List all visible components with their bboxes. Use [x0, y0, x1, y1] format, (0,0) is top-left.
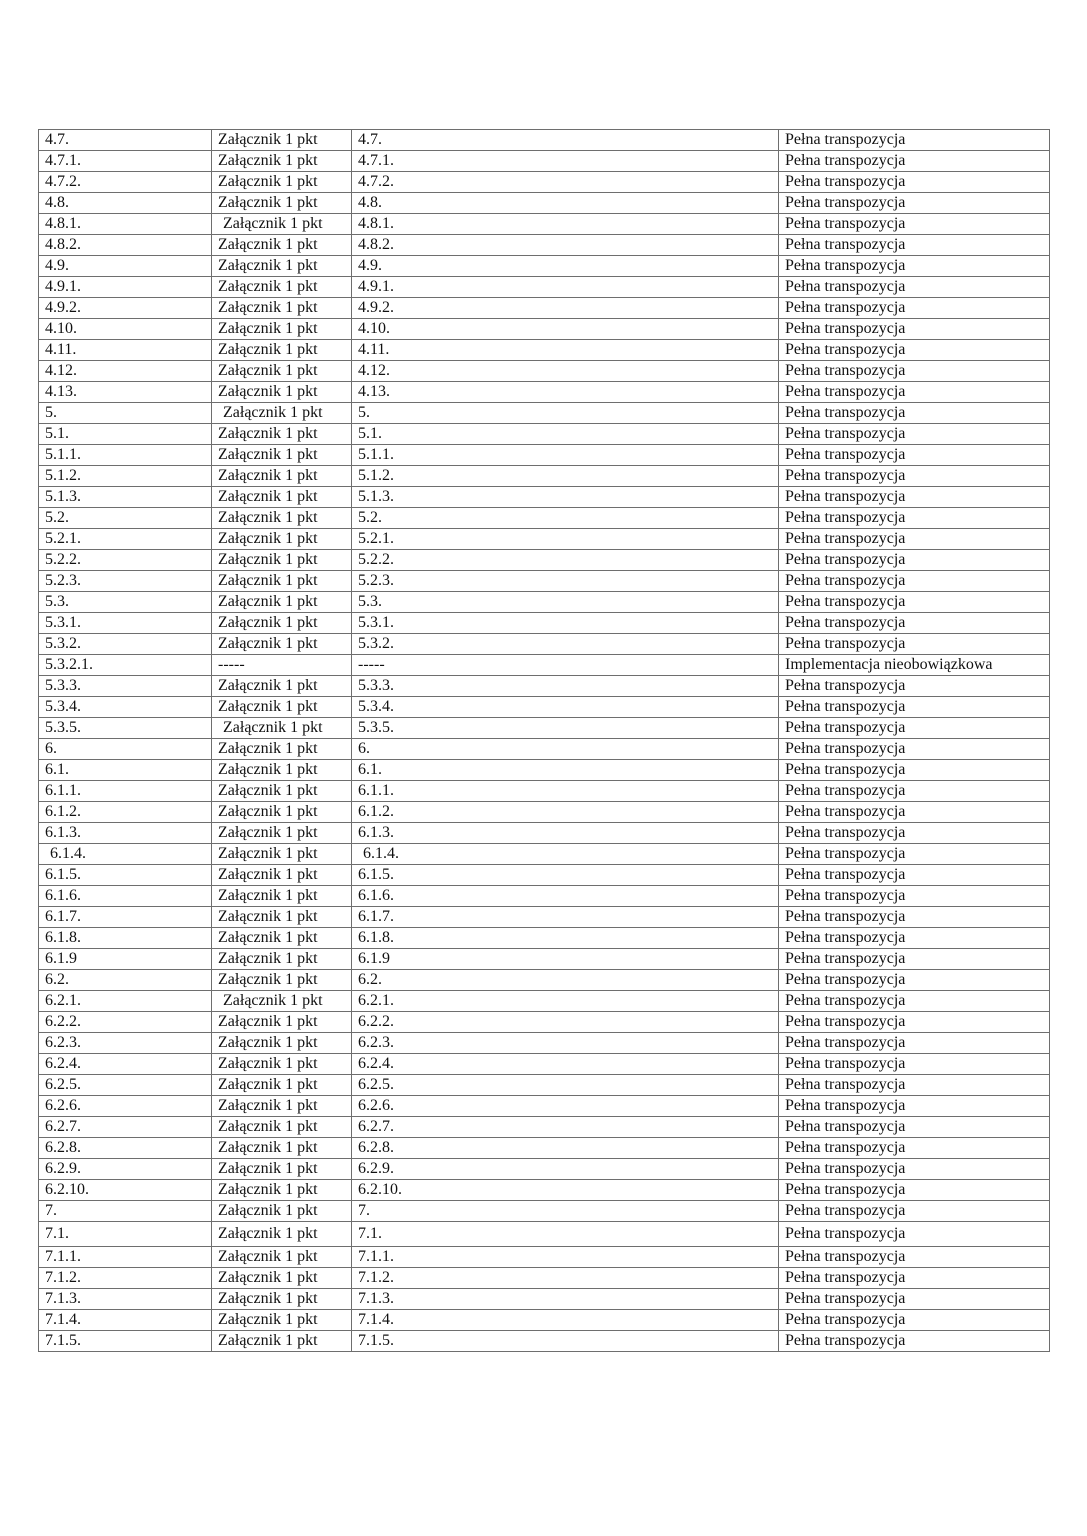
status-cell: Pełna transpozycja	[779, 949, 1050, 970]
directive-point-cell: 4.8.1.	[39, 214, 212, 235]
act-point-cell: 6.2.10.	[352, 1180, 779, 1201]
directive-point-cell: 6.2.8.	[39, 1138, 212, 1159]
table-row	[39, 130, 1050, 151]
status-cell: Pełna transpozycja	[779, 697, 1050, 718]
directive-point-cell: 6.	[39, 739, 212, 760]
table-row	[39, 1159, 1050, 1180]
act-reference-cell: Załącznik 1 pkt	[212, 1268, 352, 1289]
status-cell: Pełna transpozycja	[779, 592, 1050, 613]
act-point-cell: 6.1.8.	[352, 928, 779, 949]
status-cell: Pełna transpozycja	[779, 1268, 1050, 1289]
status-cell: Pełna transpozycja	[779, 907, 1050, 928]
table-row	[39, 466, 1050, 487]
act-point-cell: 6.1.1.	[352, 781, 779, 802]
act-point-cell: 5.1.3.	[352, 487, 779, 508]
status-cell: Pełna transpozycja	[779, 466, 1050, 487]
table-row	[39, 739, 1050, 760]
table-row	[39, 1096, 1050, 1117]
directive-point-cell: 7.1.2.	[39, 1268, 212, 1289]
table-row	[39, 1310, 1050, 1331]
act-reference-cell: Załącznik 1 pkt	[212, 466, 352, 487]
directive-point-cell: 6.2.10.	[39, 1180, 212, 1201]
act-point-cell: 6.2.9.	[352, 1159, 779, 1180]
act-point-cell: 6.1.4.	[352, 844, 779, 865]
status-cell: Pełna transpozycja	[779, 970, 1050, 991]
act-point-cell: 5.3.2.	[352, 634, 779, 655]
act-point-cell: 5.2.3.	[352, 571, 779, 592]
act-point-cell: 6.2.2.	[352, 1012, 779, 1033]
directive-point-cell: 5.3.2.1.	[39, 655, 212, 676]
table-row	[39, 172, 1050, 193]
act-reference-cell: Załącznik 1 pkt	[212, 382, 352, 403]
status-cell: Pełna transpozycja	[779, 1033, 1050, 1054]
status-cell: Implementacja nieobowiązkowa	[779, 655, 1050, 676]
status-cell: Pełna transpozycja	[779, 1117, 1050, 1138]
directive-point-cell: 6.1.6.	[39, 886, 212, 907]
act-point-cell: 5.	[352, 403, 779, 424]
act-reference-cell: Załącznik 1 pkt	[212, 697, 352, 718]
table-row	[39, 718, 1050, 739]
act-reference-cell: Załącznik 1 pkt	[212, 1222, 352, 1247]
table-body	[39, 130, 1050, 1352]
act-reference-cell: Załącznik 1 pkt	[212, 802, 352, 823]
directive-point-cell: 6.2.9.	[39, 1159, 212, 1180]
act-reference-cell: Załącznik 1 pkt	[212, 1096, 352, 1117]
act-point-cell: 4.13.	[352, 382, 779, 403]
status-cell: Pełna transpozycja	[779, 634, 1050, 655]
act-point-cell: 5.2.2.	[352, 550, 779, 571]
table-row	[39, 1289, 1050, 1310]
directive-point-cell: 4.9.2.	[39, 298, 212, 319]
act-point-cell: 6.2.3.	[352, 1033, 779, 1054]
table-row	[39, 424, 1050, 445]
act-point-cell: 7.1.2.	[352, 1268, 779, 1289]
directive-point-cell: 7.1.3.	[39, 1289, 212, 1310]
table-row	[39, 1247, 1050, 1268]
act-point-cell: 6.2.8.	[352, 1138, 779, 1159]
table-row	[39, 676, 1050, 697]
act-reference-cell: Załącznik 1 pkt	[212, 1247, 352, 1268]
act-reference-cell: Załącznik 1 pkt	[212, 823, 352, 844]
act-reference-cell: Załącznik 1 pkt	[212, 907, 352, 928]
table-row	[39, 1054, 1050, 1075]
status-cell: Pełna transpozycja	[779, 130, 1050, 151]
table-row	[39, 571, 1050, 592]
act-reference-cell: Załącznik 1 pkt	[212, 1201, 352, 1222]
directive-point-cell: 5.2.	[39, 508, 212, 529]
status-cell: Pełna transpozycja	[779, 1331, 1050, 1352]
directive-point-cell: 5.2.3.	[39, 571, 212, 592]
act-point-cell: 6.1.5.	[352, 865, 779, 886]
directive-point-cell: 6.1.4.	[39, 844, 212, 865]
table-row	[39, 1117, 1050, 1138]
directive-point-cell: 6.1.	[39, 760, 212, 781]
status-cell: Pełna transpozycja	[779, 529, 1050, 550]
status-cell: Pełna transpozycja	[779, 235, 1050, 256]
status-cell: Pełna transpozycja	[779, 361, 1050, 382]
table-row	[39, 1033, 1050, 1054]
directive-point-cell: 4.13.	[39, 382, 212, 403]
table-row	[39, 991, 1050, 1012]
status-cell: Pełna transpozycja	[779, 760, 1050, 781]
status-cell: Pełna transpozycja	[779, 382, 1050, 403]
act-reference-cell: Załącznik 1 pkt	[212, 718, 352, 739]
act-point-cell: 6.1.3.	[352, 823, 779, 844]
act-reference-cell: Załącznik 1 pkt	[212, 529, 352, 550]
status-cell: Pełna transpozycja	[779, 1289, 1050, 1310]
table-row	[39, 1012, 1050, 1033]
status-cell: Pełna transpozycja	[779, 739, 1050, 760]
directive-point-cell: 6.1.8.	[39, 928, 212, 949]
status-cell: Pełna transpozycja	[779, 823, 1050, 844]
status-cell: Pełna transpozycja	[779, 214, 1050, 235]
status-cell: Pełna transpozycja	[779, 193, 1050, 214]
act-reference-cell: Załącznik 1 pkt	[212, 130, 352, 151]
table-row	[39, 1180, 1050, 1201]
table-row	[39, 781, 1050, 802]
directive-point-cell: 5.	[39, 403, 212, 424]
status-cell: Pełna transpozycja	[779, 1310, 1050, 1331]
act-point-cell: 5.3.	[352, 592, 779, 613]
directive-point-cell: 4.12.	[39, 361, 212, 382]
status-cell: Pełna transpozycja	[779, 1012, 1050, 1033]
directive-point-cell: 7.	[39, 1201, 212, 1222]
act-reference-cell: Załącznik 1 pkt	[212, 340, 352, 361]
table-row	[39, 802, 1050, 823]
table-row	[39, 508, 1050, 529]
table-row	[39, 865, 1050, 886]
status-cell: Pełna transpozycja	[779, 1180, 1050, 1201]
act-reference-cell: Załącznik 1 pkt	[212, 571, 352, 592]
act-reference-cell: Załącznik 1 pkt	[212, 256, 352, 277]
table-row	[39, 1268, 1050, 1289]
directive-point-cell: 5.1.	[39, 424, 212, 445]
act-point-cell: 5.3.3.	[352, 676, 779, 697]
directive-point-cell: 5.3.	[39, 592, 212, 613]
status-cell: Pełna transpozycja	[779, 886, 1050, 907]
directive-point-cell: 6.1.3.	[39, 823, 212, 844]
act-reference-cell: Załącznik 1 pkt	[212, 781, 352, 802]
status-cell: Pełna transpozycja	[779, 802, 1050, 823]
table-row	[39, 760, 1050, 781]
status-cell: Pełna transpozycja	[779, 991, 1050, 1012]
act-reference-cell: Załącznik 1 pkt	[212, 1054, 352, 1075]
table-row	[39, 214, 1050, 235]
act-point-cell: 5.1.2.	[352, 466, 779, 487]
act-point-cell: 5.3.5.	[352, 718, 779, 739]
act-point-cell: 6.	[352, 739, 779, 760]
table-row	[39, 298, 1050, 319]
act-point-cell: 6.1.9	[352, 949, 779, 970]
status-cell: Pełna transpozycja	[779, 1138, 1050, 1159]
act-point-cell: 7.1.5.	[352, 1331, 779, 1352]
table-row	[39, 235, 1050, 256]
act-point-cell: 4.7.2.	[352, 172, 779, 193]
table-row	[39, 529, 1050, 550]
directive-point-cell: 4.8.2.	[39, 235, 212, 256]
act-reference-cell: Załącznik 1 pkt	[212, 970, 352, 991]
directive-point-cell: 5.3.4.	[39, 697, 212, 718]
directive-point-cell: 6.2.	[39, 970, 212, 991]
table-row	[39, 697, 1050, 718]
act-point-cell: 5.2.	[352, 508, 779, 529]
directive-point-cell: 6.1.7.	[39, 907, 212, 928]
directive-point-cell: 6.1.9	[39, 949, 212, 970]
act-reference-cell: Załącznik 1 pkt	[212, 1310, 352, 1331]
table-row	[39, 655, 1050, 676]
act-point-cell: 5.2.1.	[352, 529, 779, 550]
table-row	[39, 550, 1050, 571]
status-cell: Pełna transpozycja	[779, 928, 1050, 949]
status-cell: Pełna transpozycja	[779, 1247, 1050, 1268]
act-point-cell: 5.3.1.	[352, 613, 779, 634]
table-row	[39, 340, 1050, 361]
table-row	[39, 487, 1050, 508]
act-reference-cell: Załącznik 1 pkt	[212, 760, 352, 781]
act-reference-cell: Załącznik 1 pkt	[212, 151, 352, 172]
status-cell: Pełna transpozycja	[779, 571, 1050, 592]
directive-point-cell: 5.1.1.	[39, 445, 212, 466]
act-reference-cell: Załącznik 1 pkt	[212, 844, 352, 865]
directive-point-cell: 4.7.2.	[39, 172, 212, 193]
directive-point-cell: 5.3.3.	[39, 676, 212, 697]
status-cell: Pełna transpozycja	[779, 844, 1050, 865]
act-point-cell: 6.2.1.	[352, 991, 779, 1012]
act-reference-cell: Załącznik 1 pkt	[212, 319, 352, 340]
status-cell: Pełna transpozycja	[779, 613, 1050, 634]
directive-point-cell: 5.1.3.	[39, 487, 212, 508]
act-reference-cell: Załącznik 1 pkt	[212, 277, 352, 298]
table-row	[39, 193, 1050, 214]
act-point-cell: 6.2.5.	[352, 1075, 779, 1096]
act-reference-cell: Załącznik 1 pkt	[212, 193, 352, 214]
directive-point-cell: 6.2.4.	[39, 1054, 212, 1075]
act-reference-cell: Załącznik 1 pkt	[212, 1012, 352, 1033]
status-cell: Pełna transpozycja	[779, 508, 1050, 529]
act-reference-cell: Załącznik 1 pkt	[212, 298, 352, 319]
table-row	[39, 886, 1050, 907]
act-reference-cell: Załącznik 1 pkt	[212, 508, 352, 529]
directive-point-cell: 6.1.2.	[39, 802, 212, 823]
table-row	[39, 634, 1050, 655]
act-point-cell: 4.8.	[352, 193, 779, 214]
act-point-cell: 6.2.7.	[352, 1117, 779, 1138]
table-row	[39, 949, 1050, 970]
act-reference-cell: Załącznik 1 pkt	[212, 865, 352, 886]
act-point-cell: 5.3.4.	[352, 697, 779, 718]
act-reference-cell: Załącznik 1 pkt	[212, 613, 352, 634]
table-row	[39, 1222, 1050, 1247]
directive-point-cell: 5.2.2.	[39, 550, 212, 571]
table-row	[39, 382, 1050, 403]
act-reference-cell: Załącznik 1 pkt	[212, 1075, 352, 1096]
table-row	[39, 907, 1050, 928]
table-row	[39, 970, 1050, 991]
directive-point-cell: 6.1.1.	[39, 781, 212, 802]
act-point-cell: 7.1.4.	[352, 1310, 779, 1331]
act-reference-cell: Załącznik 1 pkt	[212, 445, 352, 466]
directive-point-cell: 7.1.4.	[39, 1310, 212, 1331]
act-point-cell: 7.1.	[352, 1222, 779, 1247]
status-cell: Pełna transpozycja	[779, 277, 1050, 298]
directive-point-cell: 4.9.1.	[39, 277, 212, 298]
directive-point-cell: 6.2.3.	[39, 1033, 212, 1054]
act-point-cell: 6.1.7.	[352, 907, 779, 928]
directive-point-cell: 6.2.6.	[39, 1096, 212, 1117]
act-reference-cell: Załącznik 1 pkt	[212, 424, 352, 445]
directive-point-cell: 5.1.2.	[39, 466, 212, 487]
table-row	[39, 151, 1050, 172]
act-reference-cell: Załącznik 1 pkt	[212, 172, 352, 193]
act-reference-cell: Załącznik 1 pkt	[212, 928, 352, 949]
act-reference-cell: Załącznik 1 pkt	[212, 361, 352, 382]
table-row	[39, 403, 1050, 424]
status-cell: Pełna transpozycja	[779, 340, 1050, 361]
directive-point-cell: 6.2.2.	[39, 1012, 212, 1033]
act-reference-cell: Załącznik 1 pkt	[212, 1159, 352, 1180]
directive-point-cell: 4.10.	[39, 319, 212, 340]
act-reference-cell: Załącznik 1 pkt	[212, 1117, 352, 1138]
status-cell: Pełna transpozycja	[779, 865, 1050, 886]
act-reference-cell: Załącznik 1 pkt	[212, 1180, 352, 1201]
table-row	[39, 361, 1050, 382]
status-cell: Pełna transpozycja	[779, 1201, 1050, 1222]
act-reference-cell: Załącznik 1 pkt	[212, 1331, 352, 1352]
table-row	[39, 1138, 1050, 1159]
act-reference-cell: Załącznik 1 pkt	[212, 487, 352, 508]
directive-point-cell: 6.2.5.	[39, 1075, 212, 1096]
act-point-cell: 5.1.	[352, 424, 779, 445]
status-cell: Pełna transpozycja	[779, 1075, 1050, 1096]
status-cell: Pełna transpozycja	[779, 1096, 1050, 1117]
status-cell: Pełna transpozycja	[779, 298, 1050, 319]
directive-point-cell: 5.3.1.	[39, 613, 212, 634]
act-reference-cell: Załącznik 1 pkt	[212, 991, 352, 1012]
table-row	[39, 592, 1050, 613]
status-cell: Pełna transpozycja	[779, 319, 1050, 340]
status-cell: Pełna transpozycja	[779, 445, 1050, 466]
directive-point-cell: 6.2.1.	[39, 991, 212, 1012]
act-point-cell: -----	[352, 655, 779, 676]
act-reference-cell: Załącznik 1 pkt	[212, 739, 352, 760]
directive-point-cell: 7.1.	[39, 1222, 212, 1247]
act-point-cell: 4.10.	[352, 319, 779, 340]
act-reference-cell: Załącznik 1 pkt	[212, 1033, 352, 1054]
status-cell: Pełna transpozycja	[779, 151, 1050, 172]
directive-point-cell: 4.7.1.	[39, 151, 212, 172]
table-row	[39, 844, 1050, 865]
act-point-cell: 5.1.1.	[352, 445, 779, 466]
act-point-cell: 4.9.2.	[352, 298, 779, 319]
directive-point-cell: 7.1.1.	[39, 1247, 212, 1268]
act-point-cell: 4.12.	[352, 361, 779, 382]
act-point-cell: 4.9.	[352, 256, 779, 277]
table-row	[39, 256, 1050, 277]
status-cell: Pełna transpozycja	[779, 1222, 1050, 1247]
act-point-cell: 6.1.2.	[352, 802, 779, 823]
act-point-cell: 7.1.3.	[352, 1289, 779, 1310]
status-cell: Pełna transpozycja	[779, 172, 1050, 193]
act-point-cell: 7.	[352, 1201, 779, 1222]
directive-point-cell: 5.2.1.	[39, 529, 212, 550]
act-point-cell: 4.11.	[352, 340, 779, 361]
table-row	[39, 445, 1050, 466]
act-reference-cell: Załącznik 1 pkt	[212, 235, 352, 256]
table-row	[39, 928, 1050, 949]
act-reference-cell: Załącznik 1 pkt	[212, 676, 352, 697]
status-cell: Pełna transpozycja	[779, 1159, 1050, 1180]
act-reference-cell: Załącznik 1 pkt	[212, 634, 352, 655]
directive-point-cell: 4.7.	[39, 130, 212, 151]
act-reference-cell: Załącznik 1 pkt	[212, 949, 352, 970]
table-row	[39, 823, 1050, 844]
act-reference-cell: Załącznik 1 pkt	[212, 592, 352, 613]
status-cell: Pełna transpozycja	[779, 718, 1050, 739]
status-cell: Pełna transpozycja	[779, 424, 1050, 445]
act-point-cell: 6.1.6.	[352, 886, 779, 907]
act-reference-cell: Załącznik 1 pkt	[212, 403, 352, 424]
act-reference-cell: Załącznik 1 pkt	[212, 214, 352, 235]
status-cell: Pełna transpozycja	[779, 256, 1050, 277]
act-point-cell: 6.2.6.	[352, 1096, 779, 1117]
table-row	[39, 1075, 1050, 1096]
status-cell: Pełna transpozycja	[779, 781, 1050, 802]
directive-point-cell: 6.2.7.	[39, 1117, 212, 1138]
act-point-cell: 6.2.	[352, 970, 779, 991]
act-reference-cell: Załącznik 1 pkt	[212, 550, 352, 571]
table-row	[39, 319, 1050, 340]
status-cell: Pełna transpozycja	[779, 487, 1050, 508]
status-cell: Pełna transpozycja	[779, 550, 1050, 571]
act-point-cell: 7.1.1.	[352, 1247, 779, 1268]
table-row	[39, 613, 1050, 634]
status-cell: Pełna transpozycja	[779, 676, 1050, 697]
directive-point-cell: 4.11.	[39, 340, 212, 361]
transposition-table	[38, 129, 1050, 1352]
act-point-cell: 6.1.	[352, 760, 779, 781]
directive-point-cell: 6.1.5.	[39, 865, 212, 886]
directive-point-cell: 7.1.5.	[39, 1331, 212, 1352]
act-reference-cell: -----	[212, 655, 352, 676]
table-row	[39, 1201, 1050, 1222]
act-point-cell: 4.8.1.	[352, 214, 779, 235]
directive-point-cell: 5.3.2.	[39, 634, 212, 655]
act-point-cell: 4.7.	[352, 130, 779, 151]
table-row	[39, 277, 1050, 298]
directive-point-cell: 4.8.	[39, 193, 212, 214]
act-reference-cell: Załącznik 1 pkt	[212, 1138, 352, 1159]
status-cell: Pełna transpozycja	[779, 1054, 1050, 1075]
act-point-cell: 6.2.4.	[352, 1054, 779, 1075]
act-point-cell: 4.8.2.	[352, 235, 779, 256]
act-point-cell: 4.7.1.	[352, 151, 779, 172]
status-cell: Pełna transpozycja	[779, 403, 1050, 424]
act-reference-cell: Załącznik 1 pkt	[212, 886, 352, 907]
act-point-cell: 4.9.1.	[352, 277, 779, 298]
directive-point-cell: 4.9.	[39, 256, 212, 277]
act-reference-cell: Załącznik 1 pkt	[212, 1289, 352, 1310]
directive-point-cell: 5.3.5.	[39, 718, 212, 739]
table-row	[39, 1331, 1050, 1352]
